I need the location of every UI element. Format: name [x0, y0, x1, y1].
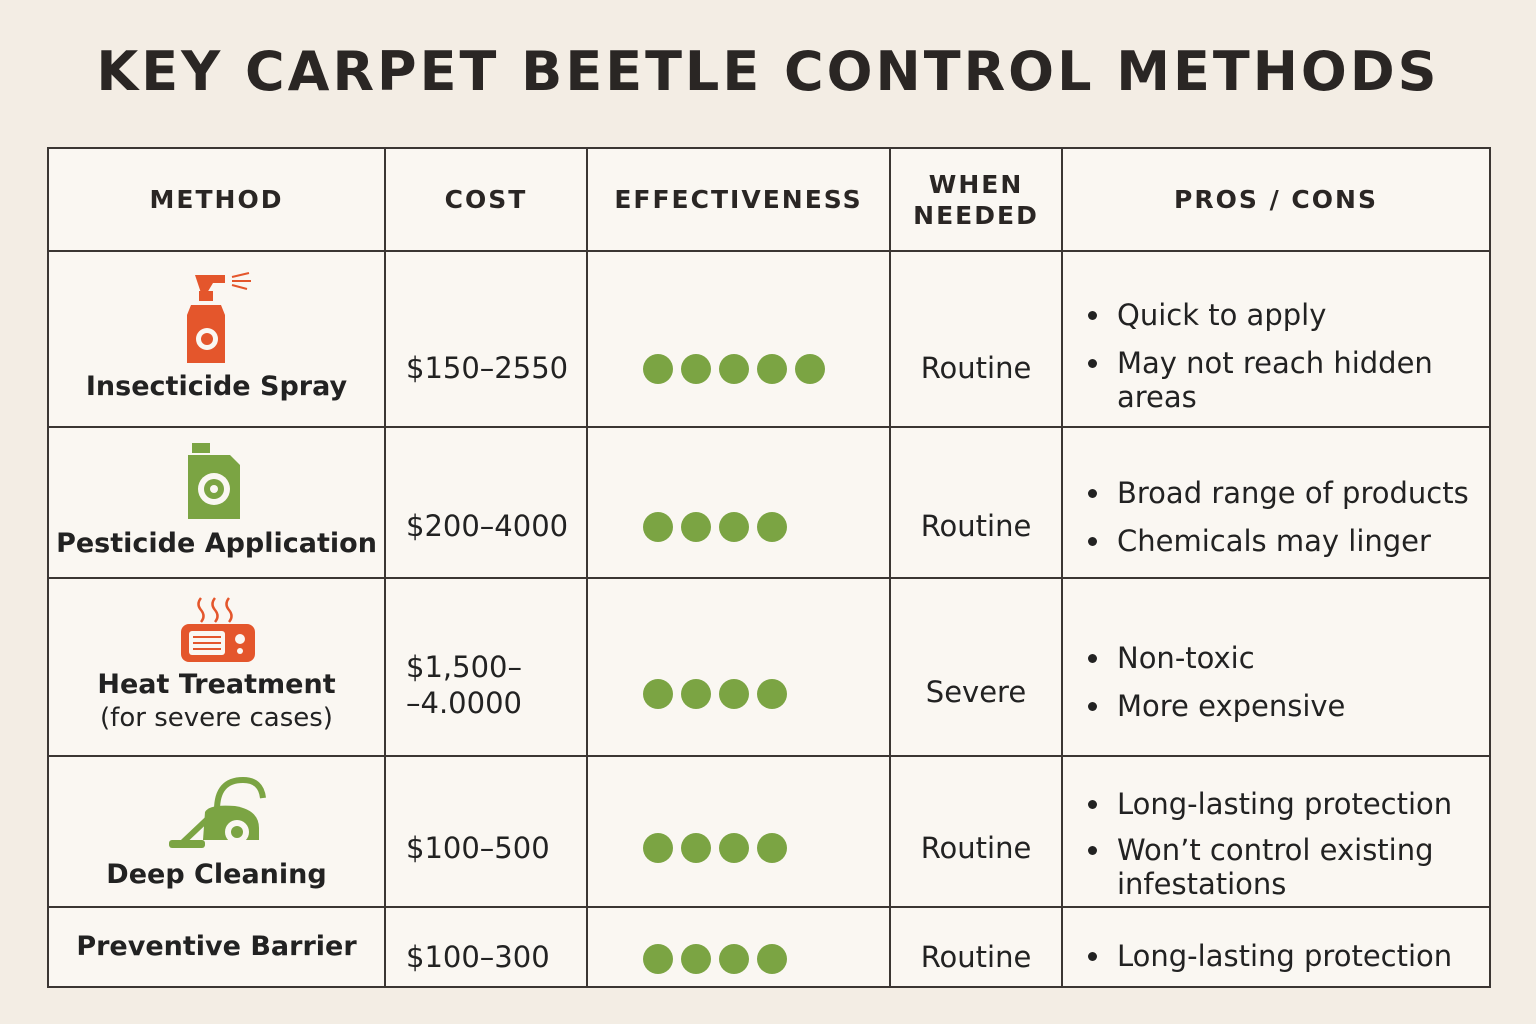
- cost-cell: [385, 756, 587, 907]
- effectiveness-dot: [681, 944, 711, 974]
- header-method: METHOD: [48, 148, 385, 251]
- pros-cons-item: May not reach hidden areas: [1085, 346, 1489, 414]
- pesticide-jug-icon: [182, 441, 252, 521]
- pros-cons-cell: [1062, 427, 1490, 578]
- effectiveness-dot: [757, 354, 787, 384]
- when-cell: [890, 756, 1062, 907]
- method-cell: [48, 907, 385, 987]
- table-row: [48, 907, 1490, 987]
- header-effectiveness: EFFECTIVENESS: [587, 148, 890, 251]
- effectiveness-dot: [719, 512, 749, 542]
- cost-value: $150–2550: [406, 351, 569, 385]
- effectiveness-dot: [719, 833, 749, 863]
- when-value: Routine: [920, 508, 1032, 543]
- effectiveness-cell: [587, 907, 890, 987]
- effectiveness-rating: [588, 512, 889, 542]
- pros-cons-item: Chemicals may linger: [1085, 524, 1489, 558]
- table-row: [48, 427, 1490, 578]
- effectiveness-dot: [643, 833, 673, 863]
- effectiveness-dot: [795, 354, 825, 384]
- header-row: [48, 148, 1490, 251]
- when-value: Severe: [925, 675, 1027, 709]
- when-cell: [890, 907, 1062, 987]
- pros-cons-list: [1063, 641, 1489, 723]
- effectiveness-dot: [681, 512, 711, 542]
- effectiveness-cell: [587, 756, 890, 907]
- effectiveness-dot: [681, 679, 711, 709]
- page-title: KEY CARPET BEETLE CONTROL METHODS: [96, 40, 1440, 103]
- cost-cell: [385, 578, 587, 756]
- vacuum-cleaner-icon: [167, 774, 267, 852]
- table-row: [48, 578, 1490, 756]
- method-subtitle: (for severe cases): [100, 703, 333, 733]
- pros-cons-item: More expensive: [1085, 689, 1489, 723]
- pros-cons-list: [1063, 476, 1489, 558]
- pros-cons-item: Quick to apply: [1085, 298, 1489, 332]
- effectiveness-dot: [757, 679, 787, 709]
- method-cell: [48, 251, 385, 427]
- effectiveness-dot: [719, 944, 749, 974]
- pros-cons-item: Broad range of products: [1085, 476, 1489, 510]
- effectiveness-dot: [757, 944, 787, 974]
- effectiveness-dot: [681, 833, 711, 863]
- effectiveness-dot: [681, 354, 711, 384]
- cost-value: $1,500– –4.0000: [406, 650, 522, 720]
- when-cell: [890, 251, 1062, 427]
- when-cell: [890, 427, 1062, 578]
- method-name: Insecticide Spray: [85, 370, 348, 402]
- pros-cons-cell: [1062, 756, 1490, 907]
- method-cell: [48, 756, 385, 907]
- effectiveness-rating: [588, 679, 889, 709]
- cost-cell: [385, 427, 587, 578]
- effectiveness-dot: [719, 354, 749, 384]
- header-when-line2: NEEDED: [913, 200, 1039, 230]
- cost-value: $100–300: [406, 940, 550, 974]
- effectiveness-cell: [587, 251, 890, 427]
- pros-cons-item: Won’t control existing infestations: [1085, 833, 1489, 901]
- table-row: [48, 251, 1490, 427]
- method-name: Deep Cleaning: [106, 858, 327, 890]
- spray-bottle-icon: [177, 269, 257, 364]
- control-methods-table: [47, 147, 1491, 988]
- pros-cons-cell: [1062, 251, 1490, 427]
- pros-cons-cell: [1062, 907, 1490, 987]
- when-value: Routine: [920, 351, 1032, 385]
- when-value: Routine: [920, 830, 1032, 865]
- effectiveness-dot: [643, 679, 673, 709]
- cost-cell: [385, 251, 587, 427]
- pros-cons-list: [1063, 939, 1489, 973]
- method-name: Pesticide Application: [56, 527, 377, 559]
- effectiveness-rating: [588, 354, 889, 384]
- pros-cons-item: Long-lasting protection: [1085, 787, 1489, 821]
- pros-cons-item: Long-lasting protection: [1085, 939, 1489, 973]
- method-cell: [48, 427, 385, 578]
- effectiveness-cell: [587, 427, 890, 578]
- method-cell: [48, 578, 385, 756]
- header-when-needed: [890, 148, 1062, 251]
- effectiveness-dot: [643, 512, 673, 542]
- effectiveness-cell: [587, 578, 890, 756]
- when-cell: [890, 578, 1062, 756]
- header-cost: COST: [385, 148, 587, 251]
- pros-cons-item: Non-toxic: [1085, 641, 1489, 675]
- effectiveness-rating: [588, 944, 889, 974]
- pros-cons-list: [1063, 787, 1489, 901]
- method-name: Heat Treatment: [97, 669, 336, 700]
- effectiveness-dot: [643, 354, 673, 384]
- table-row: [48, 756, 1490, 907]
- effectiveness-dot: [719, 679, 749, 709]
- effectiveness-dot: [757, 512, 787, 542]
- method-name: Preventive Barrier: [76, 931, 357, 962]
- when-value: Routine: [920, 940, 1032, 974]
- cost-cell: [385, 907, 587, 987]
- effectiveness-rating: [588, 833, 889, 863]
- cost-value: $100–500: [406, 830, 550, 865]
- pros-cons-cell: [1062, 578, 1490, 756]
- pros-cons-list: [1063, 298, 1489, 414]
- header-when-line1: WHEN: [928, 169, 1024, 199]
- cost-value: $200–4000: [406, 508, 569, 543]
- header-pros-cons: PROS / CONS: [1062, 148, 1490, 251]
- effectiveness-dot: [757, 833, 787, 863]
- effectiveness-dot: [643, 944, 673, 974]
- heater-icon: [177, 594, 257, 664]
